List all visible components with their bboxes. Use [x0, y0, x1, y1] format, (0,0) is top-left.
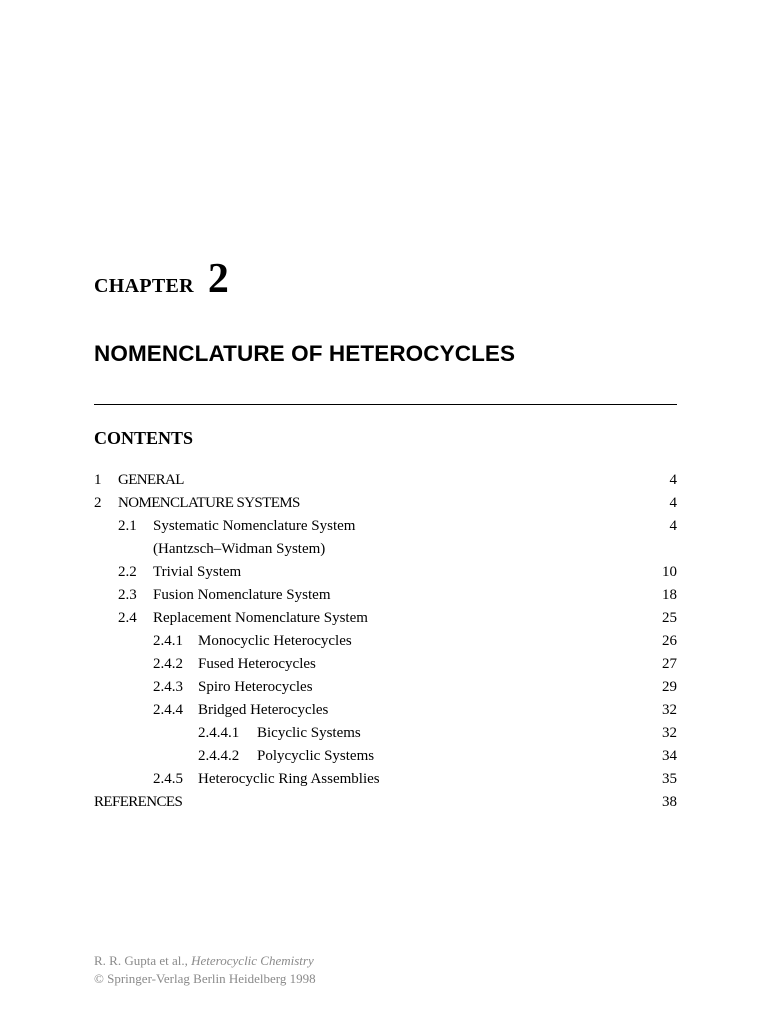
footer-copyright: © Springer-Verlag Berlin Heidelberg 1998	[94, 971, 316, 986]
toc-entry-page: 34	[662, 748, 677, 764]
toc-entry-page: 29	[662, 679, 677, 695]
footer-line-1	[94, 952, 316, 970]
toc-entry-number: 2.4.4.2	[198, 748, 240, 764]
toc-entry-page: 35	[662, 771, 677, 787]
toc-entry-number: 2.3	[118, 587, 137, 603]
toc-entry-number: 2.4.2	[153, 656, 183, 672]
toc-entry-title: Fused Heterocycles	[198, 656, 316, 672]
toc-entry-number: 2.4	[118, 610, 137, 626]
toc-entry	[94, 561, 677, 584]
chapter-heading	[94, 258, 229, 300]
toc-entry	[94, 584, 677, 607]
title-divider	[94, 404, 677, 405]
footer-citation	[94, 952, 316, 988]
chapter-label: CHAPTER	[94, 275, 194, 297]
toc-entry-title: Polycyclic Systems	[257, 748, 375, 764]
toc-entry	[94, 607, 677, 630]
toc-entry	[94, 791, 677, 814]
toc-entry-number: 2.2	[118, 564, 137, 580]
toc-entry-page: 4	[669, 472, 677, 488]
toc-entry-page: 18	[662, 587, 677, 603]
toc-entry	[94, 630, 677, 653]
toc-entry-page: 10	[662, 564, 677, 580]
toc-entry-title: (Hantzsch–Widman System)	[153, 541, 326, 557]
toc-entry-number: 1	[94, 472, 102, 488]
chapter-title: NOMENCLATURE OF HETEROCYCLES	[94, 341, 516, 366]
toc-entry-title: Spiro Heterocycles	[198, 679, 313, 695]
toc-entry-page: 27	[662, 656, 677, 672]
toc-entry-title: Fusion Nomenclature System	[153, 587, 331, 603]
toc-entry-title: GENERAL	[118, 472, 184, 488]
toc-entry-title: Bicyclic Systems	[257, 725, 361, 741]
toc-entry-page: 4	[669, 495, 677, 511]
contents-heading: CONTENTS	[94, 428, 194, 448]
toc-entry	[94, 469, 677, 492]
toc-entry-number: 2	[94, 495, 102, 511]
toc-entry	[94, 676, 677, 699]
toc-entry	[94, 515, 677, 538]
table-of-contents	[94, 469, 677, 814]
toc-entry-page: 32	[662, 702, 677, 718]
toc-entry-title: REFERENCES	[94, 794, 183, 810]
toc-entry	[94, 745, 677, 768]
toc-entry	[94, 653, 677, 676]
toc-entry-title: Bridged Heterocycles	[198, 702, 329, 718]
toc-entry-number: 2.4.4.1	[198, 725, 240, 741]
toc-entry	[94, 722, 677, 745]
toc-entry-title: Systematic Nomenclature System	[153, 518, 356, 534]
toc-entry-page: 25	[662, 610, 677, 626]
toc-entry-number: 2.4.4	[153, 702, 183, 718]
toc-entry-title: Monocyclic Heterocycles	[198, 633, 352, 649]
toc-entry-number: 2.4.1	[153, 633, 183, 649]
toc-entry-page: 26	[662, 633, 677, 649]
footer-authors: R. R. Gupta et al.,	[94, 953, 188, 968]
toc-entry	[94, 492, 677, 515]
toc-entry	[94, 699, 677, 722]
toc-entry-number: 2.1	[118, 518, 137, 534]
chapter-number: 2	[207, 256, 229, 302]
footer-book-title: Heterocyclic Chemistry	[191, 953, 314, 968]
toc-entry-page: 4	[669, 518, 677, 534]
toc-entry-number: 2.4.5	[153, 771, 183, 787]
toc-entry	[94, 538, 677, 561]
toc-entry-title: Trivial System	[153, 564, 242, 580]
toc-entry-title: NOMENCLATURE SYSTEMS	[118, 495, 300, 511]
toc-entry-page: 38	[662, 794, 677, 810]
toc-entry-page: 32	[662, 725, 677, 741]
toc-entry-number: 2.4.3	[153, 679, 183, 695]
toc-entry	[94, 768, 677, 791]
toc-entry-title: Heterocyclic Ring Assemblies	[198, 771, 380, 787]
toc-entry-title: Replacement Nomenclature System	[153, 610, 368, 626]
